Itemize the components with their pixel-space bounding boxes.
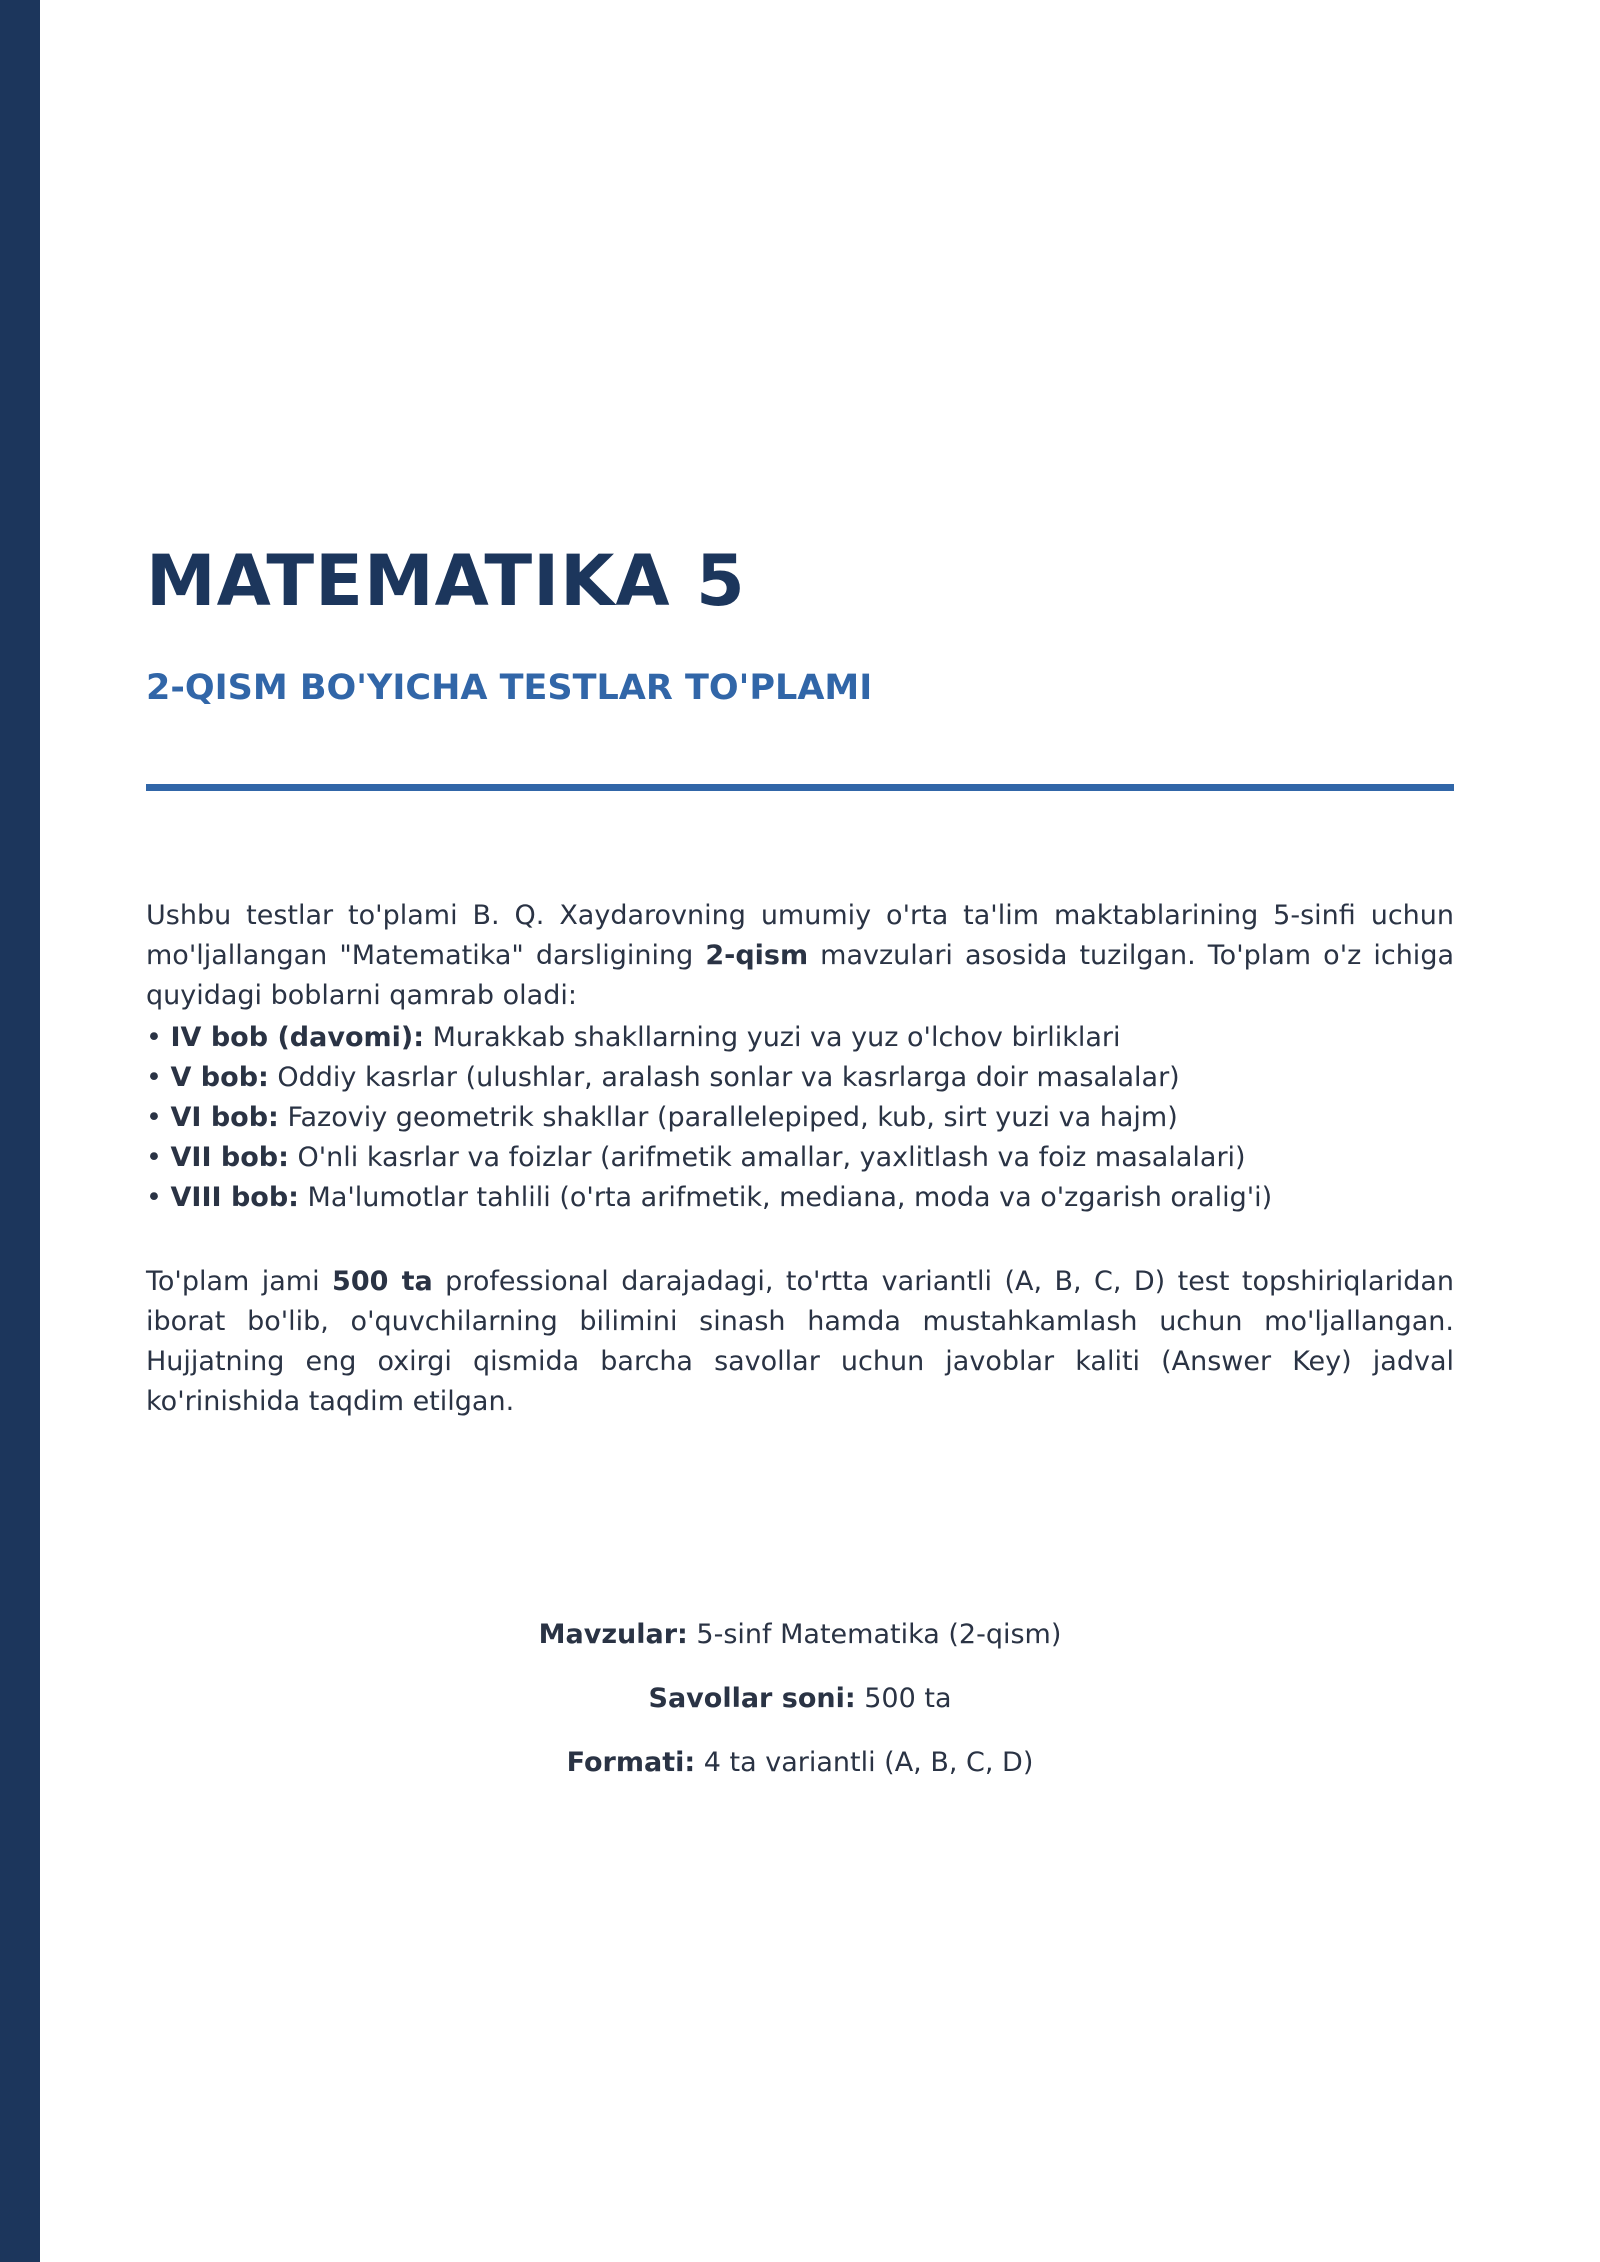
meta-topics bbox=[146, 1615, 1454, 1679]
chapter-description: Oddiy kasrlar (ulushlar, aralash sonlar va kasrlarga doir masalalar) bbox=[268, 1062, 1180, 1093]
summary-text-2: professional darajadagi, to'rtta variantli (A, B, C, D) test topshiriqlaridan iborat bo'lib, o'quvchilarning bilimini sinash hamda mustahkamlash uchun mo'ljallangan. Hujjatning eng oxirgi qismida barcha savollar uchun javoblar kaliti (Answer Key) jadval ko'rinishida taqdim etilgan. bbox=[146, 1266, 1454, 1417]
meta-label: Mavzular: bbox=[538, 1619, 688, 1650]
meta-value: 500 ta bbox=[855, 1683, 952, 1714]
chapter-label: IV bob (davomi): bbox=[170, 1022, 425, 1053]
chapter-item-vi bbox=[146, 1098, 1454, 1138]
bullet: • bbox=[146, 1182, 171, 1213]
chapter-label: V bob: bbox=[170, 1062, 269, 1093]
bullet: • bbox=[146, 1102, 171, 1133]
meta-value: 4 ta variantli (A, B, C, D) bbox=[695, 1747, 1034, 1778]
meta-value: 5-sinf Matematika (2-qism) bbox=[687, 1619, 1062, 1650]
document-meta bbox=[146, 1615, 1454, 1807]
meta-label: Formati: bbox=[566, 1747, 696, 1778]
bullet: • bbox=[146, 1022, 171, 1053]
bullet: • bbox=[146, 1062, 171, 1093]
summary-paragraph bbox=[146, 1262, 1454, 1422]
chapter-item-viii bbox=[146, 1178, 1454, 1218]
intro-text-2: mavzulari asosida tuzilgan. To'plam o'z ichiga quyidagi boblarni qamrab oladi: bbox=[146, 940, 1454, 1011]
left-accent-bar bbox=[0, 0, 40, 2262]
chapter-item-v bbox=[146, 1058, 1454, 1098]
intro-text-1: Ushbu testlar to'plami B. Q. Xaydarovning umumiy o'rta ta'lim maktablarining 5-sinfi uchun mo'ljallangan "Matematika" darsligining bbox=[146, 900, 1454, 971]
chapter-item-vii bbox=[146, 1138, 1454, 1178]
document-title: MATEMATIKA 5 bbox=[146, 540, 746, 622]
chapter-description: Murakkab shakllarning yuzi va yuz o'lchov birliklari bbox=[424, 1022, 1121, 1053]
document-subtitle: 2-QISM BO'YICHA TESTLAR TO'PLAMI bbox=[146, 668, 873, 708]
chapter-label: VII bob: bbox=[170, 1142, 289, 1173]
chapter-description: O'nli kasrlar va foizlar (arifmetik amallar, yaxlitlash va foiz masalalari) bbox=[288, 1142, 1246, 1173]
chapter-description: Ma'lumotlar tahlili (o'rta arifmetik, mediana, moda va o'zgarish oralig'i) bbox=[298, 1182, 1273, 1213]
chapter-description: Fazoviy geometrik shakllar (parallelepiped, kub, sirt yuzi va hajm) bbox=[278, 1102, 1178, 1133]
meta-format bbox=[146, 1743, 1454, 1807]
chapter-item-iv bbox=[146, 1018, 1454, 1058]
summary-bold-part: 500 ta bbox=[332, 1266, 433, 1297]
chapter-list bbox=[146, 1018, 1454, 1218]
chapter-label: VI bob: bbox=[170, 1102, 279, 1133]
summary-text-1: To'plam jami bbox=[146, 1266, 333, 1297]
intro-paragraph bbox=[146, 896, 1454, 1016]
meta-question-count bbox=[146, 1679, 1454, 1743]
bullet: • bbox=[146, 1142, 171, 1173]
meta-label: Savollar soni: bbox=[648, 1683, 856, 1714]
intro-bold-part: 2-qism bbox=[705, 940, 809, 971]
chapter-label: VIII bob: bbox=[170, 1182, 299, 1213]
title-divider bbox=[146, 784, 1454, 791]
